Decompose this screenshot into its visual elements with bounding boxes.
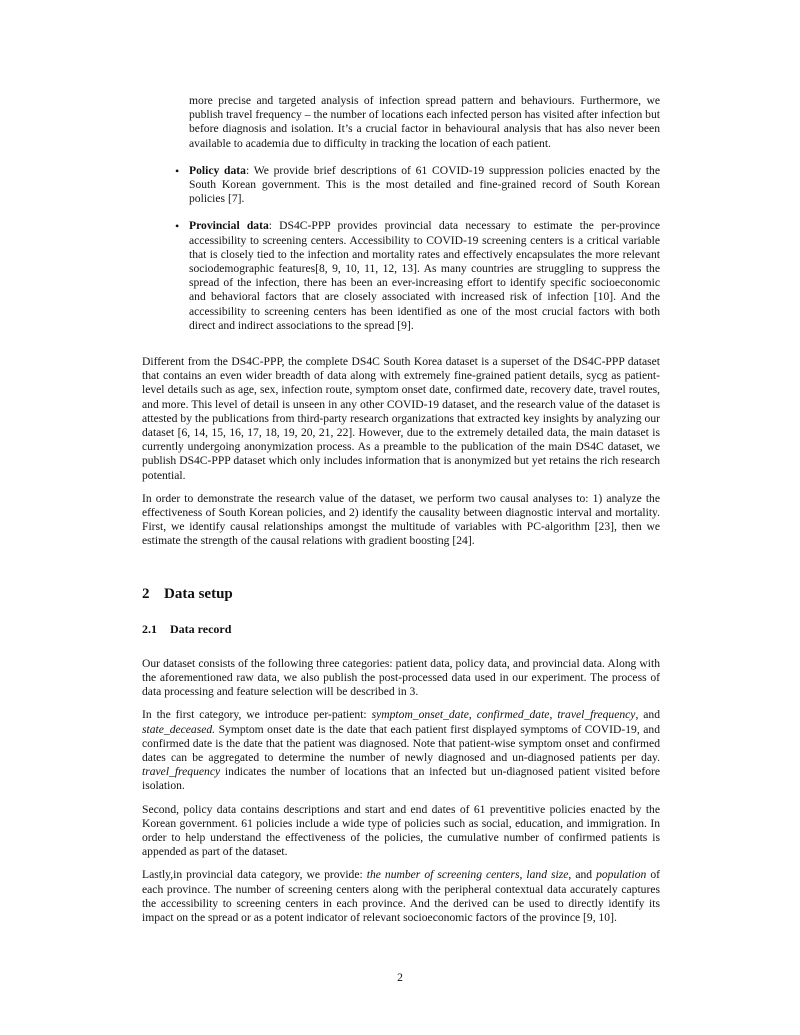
paragraph-categories: Our dataset consists of the following three categories: patient data, policy data, and provincial data. Along with the aforementioned raw data, we also publish the post-processed data used in our experiment. The process of data processing and feature selection will be described in 3. [142,656,660,699]
list-item-policy-data [142,164,660,207]
bullet-text: : We provide brief descriptions of 61 COVID-19 suppression policies enacted by the South Korean government. This is the most detailed and fine-grained record of South Korean policies [7]. [189,163,660,206]
section-heading [142,585,660,603]
paragraph-policy-data: Second, policy data contains descriptions and start and end dates of 61 preventitive policies enacted by the Korean government. 61 policies include a wide type of policies such as social, education, and immigration. In order to help understand the effectiveness of the policies, the cumulative number of confirmed patients is appended as part of the dataset. [142,802,660,859]
section-title: Data setup [164,585,233,602]
paragraph-causal-analyses: In order to demonstrate the research value of the dataset, we perform two causal analyses to: 1) analyze the effectiveness of South Korean policies, and 2) identify the causality between diagnostic interval and mortality. First, we identify causal relationships amongst the multitude of variables with PC-algorithm [23], then we estimate the strength of the causal relations with gradient boosting [24]. [142,491,660,548]
data-categories-list [142,164,660,333]
page-number: 2 [397,971,403,984]
list-item-provincial-data [142,219,660,333]
paragraph-provincial-data: Lastly,in provincial data category, we provide: the number of screening centers, land size, and population of each province. The number of screening centers along with the peripheral contextual data accurately captures the accessibility to screening centers in each province. And the derived can be used to directly identify its impact on the spread or as a potent indicator of relevant socioeconomic factors of the province [9, 10]. [142,868,660,924]
bullet-term: Provincial data [189,219,269,233]
subsection-number: 2.1 [142,621,157,636]
continued-paragraph: more precise and targeted analysis of infection spread pattern and behaviours. Furthermore, we publish travel frequency – the number of locations each infected person has visited after infection but before diagnosis and isolation. It’s a crucial factor in behavioural analysis that has also never been available to academia due to difficulty in tracking the location of each patient. [189,94,660,150]
bullet-term: Policy data [189,163,246,177]
subsection-title: Data record [170,621,232,636]
section-number: 2 [142,585,150,602]
bullet-icon: • [175,163,180,178]
subsection-heading [142,622,660,636]
paragraph-full-dataset: Different from the DS4C-PPP, the complete DS4C South Korea dataset is a superset of the DS4C-PPP dataset that contains an even wider breadth of data along with extremely fine-grained patient details, sycg as patient-level details such as age, sex, infection route, symptom onset date, confirmed date, recovery date, travel routes, and more. This level of detail is unseen in any other COVID-19 dataset, and the research value of the dataset is attested by the publications from third-party research organizations that extracted key insights by analyzing our dataset [6, 14, 15, 16, 17, 18, 19, 20, 21, 22]. However, due to the extremely detailed data, the main dataset is currently undergoing anonymization process. As a preamble to the publication of the main DS4C dataset, we publish DS4C-PPP dataset which only includes information that is anonymized but yet retains the rich research potential. [142,355,660,482]
paper-page [142,94,660,925]
bullet-icon: • [175,219,180,234]
bullet-text: : DS4C-PPP provides provincial data necessary to estimate the per-province accessibility to screening centers. Accessibility to COVID-19 screening centers is a critical variable that is closely tied to the infection and mortality rates and effectively encapsulates the more relevant sociodemographic features[8, 9, 10, 11, 12, 13]. As many countries are struggling to suppress the spread of the infection, there has been an ever-increasing effort to identify specific socioeconomic and behavioral factors that are closely associated with increased risk of infection [10]. And the accessibility to screening centers has been identified as one of the most crucial factors with both direct and indirect associations to the spread [9]. [189,219,660,332]
paragraph-first-category: In the first category, we introduce per-patient: symptom_onset_date, confirmed_date, travel_frequency, and state_deceased. Symptom onset date is the date that each patient first displayed symptoms of COVID-19, and confirmed date is the date that the patient was diagnosed. Note that patient-wise symptom onset and confirmed dates can be aggregated to determine the number of newly diagnosed and un-diagnosed patients per day. travel_frequency indicates the number of locations that an infected but un-diagnosed patient visited before isolation. [142,708,661,793]
